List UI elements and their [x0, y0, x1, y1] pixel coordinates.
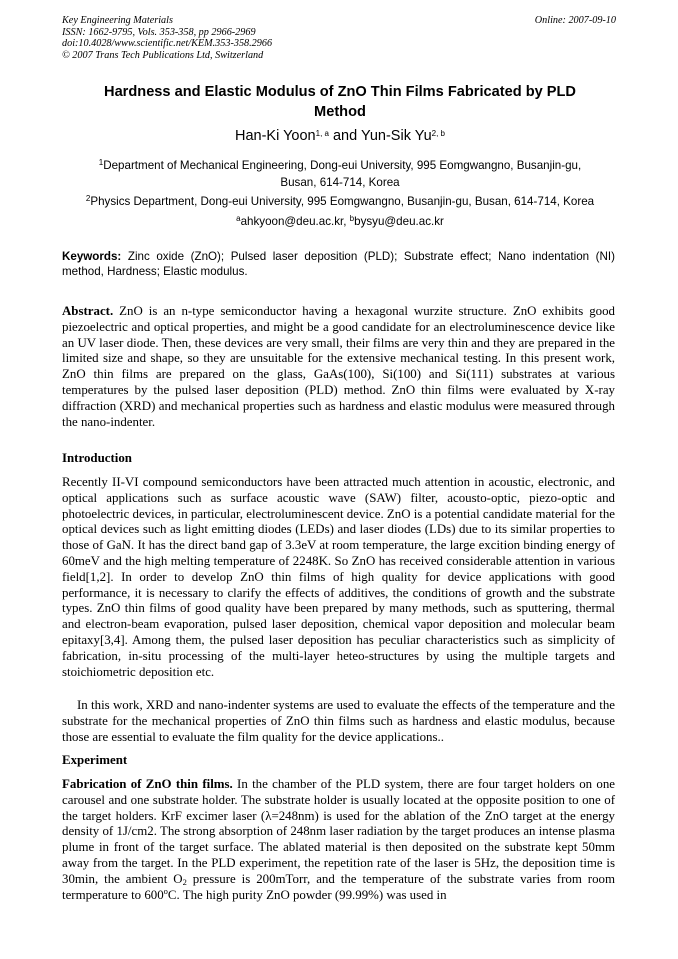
online-date: Online: 2007-09-10 — [534, 15, 616, 26]
fabrication-subheading: Fabrication of ZnO thin films. — [62, 777, 233, 791]
affiliation-1 — [62, 157, 618, 191]
journal-name: Key Engineering Materials — [62, 15, 173, 26]
fabrication-text-1: In the chamber of the PLD system, there are four target holders on one carousel and one substrate holder. The substrate holder is usually located at the opposite position to one of the target holders. KrF excimer laser (λ=248nm) is used for the ablation of the ZnO target at the energy density of 1J/cm2. The strong absorption of 248nm laser radiation by the target produces an intense plasma plume in front of the target surface. The ablated material is then deposited on the substrate kept 50mm away from the target. In the PLD experiment, the repetition rate of the laser is 5Hz, the deposition time is 30min, the ambient O — [62, 777, 615, 886]
keywords-text: Zinc oxide (ZnO); Pulsed laser deposition (PLD); Substrate effect; Nano indentation (NI) method, Hardness; Elastic modulus. — [62, 250, 615, 278]
abstract-label: Abstract. — [62, 304, 114, 318]
email-a[interactable]: ahkyoon@deu.ac.kr, — [240, 215, 350, 228]
o2-subscript: 2 — [182, 876, 187, 887]
abstract — [62, 304, 615, 430]
author-2-sup: 2, b — [431, 129, 445, 138]
introduction-heading: Introduction — [62, 451, 132, 465]
fabrication-text-3: C. The high purity ZnO powder (99.99%) was used in — [167, 887, 447, 902]
issn-line: ISSN: 1662-9795, Vols. 353-358, pp 2966-2969 — [62, 26, 256, 38]
author-2: Yun-Sik Yu — [360, 128, 432, 144]
title-line-2: Method — [314, 104, 366, 120]
introduction-paragraph-1: Recently II-VI compound semiconductors have been attracted much attention in acoustic, electronic, and optical applications such as surface acoustic wave (SAW) filter, acousto-optic, piezo-optic and photoelectric devices, in particular, electroluminescent device. ZnO is a potential candidate material for the optical devices such as light emitting diodes (LEDs) and laser diodes (LDs) due to its similar properties to those of GaN. It has the direct band gap of 3.3eV at room temperature, the large excition binding energy of 60meV and the high melting temperature of 2248K. So ZnO has received considerable attention in various field[1,2]. In order to develop ZnO thin films of high quality for device applications with good performance, it is necessary to clarify the effects of additives, the conditions of growth and the substrate types. ZnO thin films of good quality have been prepared by many methods, such as sputtering, thermal and electron-beam evaporation, pulsed laser deposition, chemical vapor deposition and molecular beam epitaxy[3,4]. Among them, the pulsed laser deposition has peculiar characteristics such as simplicity of fabrication, in-situ processing of the multi-layer heteo-structures by using the multiple targets and stoichiometric deposition etc. — [62, 475, 615, 679]
experiment-heading: Experiment — [62, 753, 128, 767]
author-emails — [62, 213, 618, 230]
doi-line: doi:10.4028/www.scientific.net/KEM.353-358.2966 — [62, 38, 273, 50]
author-1: Han-Ki Yoon — [235, 128, 316, 144]
author-and: and — [328, 128, 361, 144]
aff2-sup: 2 — [85, 194, 91, 203]
journal-header — [62, 15, 618, 61]
copyright-line: © 2007 Trans Tech Publications Ltd, Switzerland — [62, 49, 264, 61]
affiliation-2 — [62, 193, 618, 210]
email-a-sup: a — [236, 214, 241, 223]
abstract-text: ZnO is an n-type semiconductor having a hexagonal wurzite structure. ZnO exhibits good piezoelectric and optical properties, and might be a good candidate for an electroluminescence device like an UV laser diode. Then, these devices are very small, their films are very thin and they are prepared in the limited size and shape, so they are unsuitable for the extensive mechanical testing. In this present work, ZnO thin films are prepared on the glass, GaAs(100), Si(100) and Si(111) substrates at various temperatures by the pulsed laser deposition (PLD) method. ZnO thin films were evaluated by X-ray diffraction (XRD) and mechanical properties such as hardness and elastic modulus were measured through the nano-indenter. — [62, 304, 615, 429]
fabrication-text-2: pressure is 200mTorr, and the temperature of the substrate varies from room termperature to 600 — [62, 871, 616, 902]
aff1-line-1: Department of Mechanical Engineering, Dong-eui University, 995 Eomgwangno, Busanjin-gu, — [103, 159, 582, 172]
aff1-line-2: Busan, 614-714, Korea — [280, 176, 400, 189]
paper-title — [62, 82, 618, 122]
fabrication-paragraph — [62, 777, 615, 903]
introduction-paragraph-2: In this work, XRD and nano-indenter systems are used to evaluate the effects of the temperature and the substrate for the mechanical properties of ZnO thin films such as hardness and elastic modulus, because those are essential to evaluate the film quality for the device applications.. — [62, 698, 615, 744]
title-line-1: Hardness and Elastic Modulus of ZnO Thin Films Fabricated by PLD — [104, 84, 576, 100]
email-b[interactable]: bysyu@deu.ac.kr — [354, 215, 444, 228]
author-1-sup: 1, a — [315, 129, 329, 138]
aff2-text: Physics Department, Dong-eui University, 995 Eomgwangno, Busanjin-gu, Busan, 614-714, Korea — [90, 195, 595, 208]
aff1-sup: 1 — [98, 158, 104, 167]
degree-superscript: o — [163, 885, 168, 896]
keywords-label: Keywords: — [62, 250, 122, 263]
keywords — [62, 249, 615, 279]
email-b-sup: b — [349, 214, 355, 223]
author-line — [62, 127, 618, 145]
